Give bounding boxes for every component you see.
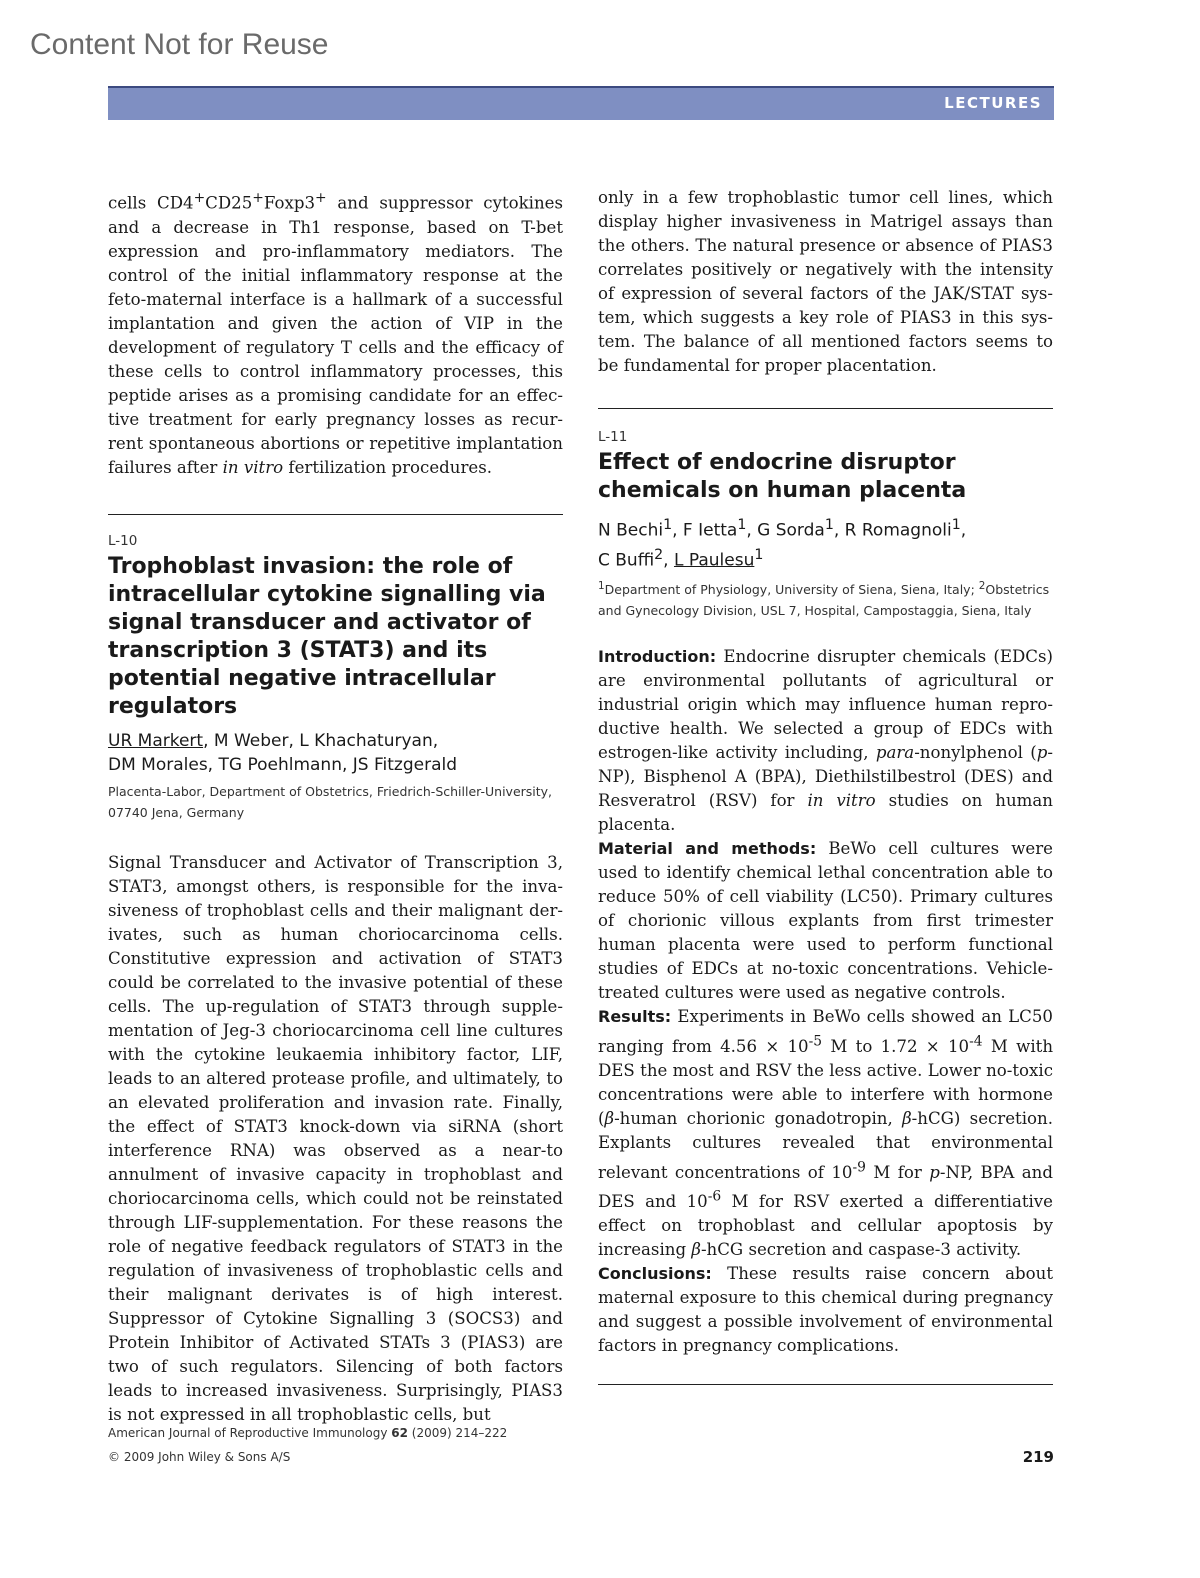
section-text: Endocrine disrupter chemicals (EDCs) are environmental pollutants of agricultural or industrial origin which may influence human reproductive health. We selected a group of EDCs with estrogen-like activity including, para-nonylphenol (p-NP), Bisphenol A (BPA), Diethilstilbestrol (DES) and Resveratrol (RSV) for in vitro studies on human placenta. xyxy=(598,647,1053,835)
journal-volume: 62 xyxy=(391,1426,408,1440)
watermark: Content Not for Reuse xyxy=(30,28,329,61)
section-results xyxy=(598,1005,1053,1262)
section-label: Material and methods: xyxy=(598,839,817,859)
abstract-affiliation: $^1$Department of Physiology, University of Siena, Siena, Italy; $^2$Obstetrics and Gynecology Division, USL 7, Hospital, Campostaggia, Siena, Italy xyxy=(598,580,1050,619)
abstract-body-continued: only in a few trophoblastic tumor cell lines, which display higher invasiveness in Matrigel assays than the others. The natural presence or absence of PIAS3 correlates positively or negatively with the intensity of expression of several factors of the JAK/STAT system, which suggests a key role of PIAS3 in this system. The balance of all mentioned factors seems to be fundamental for proper placentation. xyxy=(598,188,1053,375)
section-methods xyxy=(598,837,1053,1005)
section-text: BeWo cell cultures were used to identify chemical lethal concentration able to reduce 50% of cell viability (LC50). Primary cultures of chorionic villous explants from first trimester human placenta were used to perform functional studies of EDCs at no-toxic concentrations. Vehicle-treated cultures were used as negative controls. xyxy=(598,839,1053,1003)
section-banner xyxy=(108,86,1054,120)
abstract-code: L-11 xyxy=(598,429,628,445)
abstract-affiliation: Placenta-Labor, Department of Obstetrics, Friedrich-Schiller-University, 07740 Jena, Germany xyxy=(108,783,553,820)
section-label: Conclusions: xyxy=(598,1264,712,1284)
abstract-body: Signal Transducer and Activator of Transcription 3, STAT3, amongst others, is responsible for the invasiveness of trophoblast cells and their malignant derivates, such as human choriocarcinoma cells. Constitutive expression and activation of STAT3 could be correlated to the invasive potential of these cells. The up-regulation of STAT3 through supplementation of Jeg-3 choriocarcinoma cell line cultures with the cytokine leukaemia inhibitory factor, LIF, leads to an altered protease profile, and ultimately, to an elevated proliferation and invasion rate. Finally, the effect of STAT3 knock-down via siRNA (short interference RNA) was observed as a near-to annulment of invasive capacity in trophoblast and choriocarcinoma cells, which could not be reinstated through LIF-supplementation. For these reasons the role of negative feedback regulators of STAT3 in the regulation of invasiveness of trophoblastic cells and their malignant derivates is of high interest. Suppressor of Cytokine Signalling 3 (SOCS3) and Protein Inhibitor of Activated STATs 3 (PIAS3) are two of such regulators. Silencing of both factors leads to increased invasiveness. Surprisingly, PIAS3 is not expressed in all trophoblastic cells, but xyxy=(108,852,563,1424)
abstract-title: Effect of endocrine disruptor chemicals on human placenta xyxy=(598,450,967,503)
section-introduction xyxy=(598,645,1053,837)
journal-name: American Journal of Reproductive Immunology xyxy=(108,1426,392,1440)
right-column xyxy=(598,186,1053,1385)
continued-abstract-text: cells CD4+CD25+Foxp3+ and suppressor cytokines and a decrease in Th1 response, based on T-bet expression and pro-inflammatory mediators. The control of the initial inflammatory response at the feto-maternal interface is a hallmark of a successful implantation and given the action of VIP in the development of regulatory T cells and the efficacy of these cells to control inflammatory processes, this peptide arises as a promising candidate for an effective treatment for early pregnancy losses as recurrent spontaneous abortions or repetitive implantation failures after in vitro fertilization procedures. xyxy=(108,190,563,477)
left-column xyxy=(108,186,563,1427)
section-divider xyxy=(108,514,563,515)
section-divider xyxy=(598,408,1053,409)
journal-citation xyxy=(108,1426,507,1440)
abstract-authors: N Bechi$^1$, F Ietta$^1$, G Sorda$^1$, R Romagnoli$^1$, C Buffi$^2$, L Paulesu$^1$ xyxy=(598,517,967,571)
section-text: These results raise concern about maternal exposure to this chemical during pregnancy and suggest a possible involvement of environmental factors in pregnancy complications. xyxy=(598,1264,1053,1356)
section-label: Results: xyxy=(598,1007,672,1027)
section-label: Introduction: xyxy=(598,647,717,667)
abstract-authors: UR Markert, M Weber, L Khachaturyan, DM Morales, TG Poehlmann, JS Fitzgerald xyxy=(108,730,458,775)
copyright: © 2009 John Wiley & Sons A/S xyxy=(108,1450,291,1464)
section-banner-label: LECTURES xyxy=(944,94,1042,112)
abstract-sections xyxy=(598,645,1053,1358)
abstract-code: L-10 xyxy=(108,532,138,549)
section-text: Experiments in BeWo cells showed an LC50 ranging from $4.56 \times 10^{-5}$ M to $1.72 \times 10^{-4}$ M with DES the most and RSV the less active. Lower no-toxic concentrations were able to interfere with hormone (β-human chorionic gonadotropin, β-hCG) secretion. Explants cultures revealed that environmental relevant concentrations of $10^{-9}$ M for p-NP, BPA and DES and $10^{-6}$ M for RSV exerted a differentiative effect on trophoblast and cellular apoptosis by increasing β-hCG secretion and caspase-3 activity. xyxy=(598,1007,1054,1260)
journal-year-pages: (2009) 214–222 xyxy=(407,1426,508,1440)
section-divider xyxy=(598,1384,1053,1385)
section-conclusions xyxy=(598,1262,1053,1358)
page-number: 219 xyxy=(1022,1448,1054,1466)
abstract-title: Trophoblast invasion: the role of intracellular cytokine signalling via signal transducer and activator of transcription 3 (STAT3) and its potential negative intracellular regulators xyxy=(108,553,546,719)
